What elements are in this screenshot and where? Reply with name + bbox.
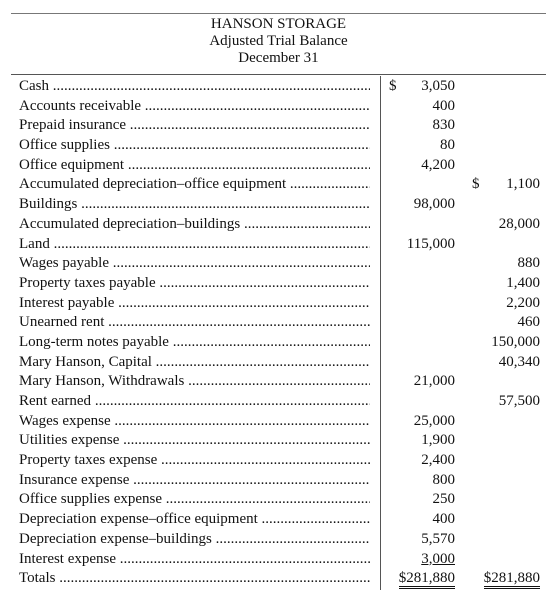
debit-amount: 5,570 xyxy=(421,530,455,547)
header-rule xyxy=(11,74,546,75)
table-row xyxy=(19,510,546,530)
column-divider xyxy=(380,194,381,216)
column-divider xyxy=(380,411,381,433)
account-name: Land ..... xyxy=(19,235,370,255)
table-row xyxy=(19,550,546,570)
table-row xyxy=(19,254,546,274)
account-name: Accumulated depreciation–buildings ..... xyxy=(19,215,370,235)
column-divider xyxy=(380,489,381,511)
account-name: Interest expense ..... xyxy=(19,550,370,570)
column-divider xyxy=(380,115,381,137)
table-row xyxy=(19,490,546,510)
credit-amount: 1,400 xyxy=(506,274,540,291)
debit-amount: 400 xyxy=(432,97,455,114)
column-divider xyxy=(380,293,381,315)
account-name: Office equipment ..... xyxy=(19,156,370,176)
column-divider xyxy=(380,253,381,275)
column-divider xyxy=(380,155,381,177)
debit-amount: 2,400 xyxy=(421,452,455,469)
debit-amount: 3,000 xyxy=(421,550,455,567)
debit-amount: 400 xyxy=(432,511,455,528)
column-divider xyxy=(380,509,381,531)
column-divider xyxy=(380,96,381,118)
account-name: Unearned rent ..... xyxy=(19,313,370,333)
column-divider xyxy=(380,568,381,590)
table-row xyxy=(19,372,546,392)
account-name: Interest payable ..... xyxy=(19,294,370,314)
debit-amount: 3,050 xyxy=(421,78,455,94)
credit-amount: 28,000 xyxy=(498,215,540,232)
account-name: Office supplies expense ..... xyxy=(19,490,370,510)
table-row xyxy=(19,471,546,491)
trial-balance-table xyxy=(19,77,546,589)
column-divider xyxy=(380,214,381,236)
table-row xyxy=(19,353,546,373)
column-divider xyxy=(380,234,381,256)
column-divider xyxy=(380,450,381,472)
totals-label: Totals ..... xyxy=(19,569,370,589)
account-name: Prepaid insurance ..... xyxy=(19,116,370,136)
statement-header xyxy=(11,16,546,67)
table-row xyxy=(19,431,546,451)
currency-symbol: $ xyxy=(472,176,480,193)
column-divider xyxy=(380,371,381,393)
credit-amount: 1,100 xyxy=(506,176,540,193)
credit-amount: 460 xyxy=(517,314,540,331)
column-divider xyxy=(380,470,381,492)
account-name: Property taxes expense ..... xyxy=(19,451,370,471)
account-name: Accumulated depreciation–office equipment ..... xyxy=(19,175,370,195)
column-divider xyxy=(380,312,381,334)
column-divider xyxy=(380,352,381,374)
credit-amount: 2,200 xyxy=(506,294,540,311)
column-divider xyxy=(380,174,381,196)
account-name: Insurance expense ..... xyxy=(19,471,370,491)
table-row xyxy=(19,97,546,117)
account-name: Long-term notes payable ..... xyxy=(19,333,370,353)
table-row xyxy=(19,412,546,432)
account-name: Rent earned ..... xyxy=(19,392,370,412)
account-name: Depreciation expense–office equipment ..... xyxy=(19,510,370,530)
table-row xyxy=(19,156,546,176)
table-row xyxy=(19,215,546,235)
account-name: Buildings ..... xyxy=(19,195,370,215)
column-divider xyxy=(380,76,381,98)
currency-symbol: $ xyxy=(389,78,397,94)
column-divider xyxy=(380,391,381,413)
account-name: Cash ..... xyxy=(19,77,370,97)
table-row xyxy=(19,175,546,195)
table-row xyxy=(19,116,546,136)
totals-credit xyxy=(461,569,540,589)
credit-amount: 150,000 xyxy=(491,333,540,350)
table-row xyxy=(19,136,546,156)
credit-amount: 40,340 xyxy=(498,353,540,370)
debit-amount: 25,000 xyxy=(413,412,455,429)
column-divider xyxy=(380,332,381,354)
table-row xyxy=(19,195,546,215)
column-divider xyxy=(380,273,381,295)
debit-amount: 250 xyxy=(432,491,455,508)
table-row xyxy=(19,235,546,255)
totals-debit xyxy=(383,569,455,589)
column-divider xyxy=(380,529,381,551)
table-row xyxy=(19,313,546,333)
account-name: Depreciation expense–buildings ..... xyxy=(19,530,370,550)
table-row xyxy=(19,530,546,550)
account-name: Property taxes payable ..... xyxy=(19,274,370,294)
table-row xyxy=(19,77,546,97)
debit-amount: 115,000 xyxy=(406,235,455,252)
credit-amount: 57,500 xyxy=(498,393,540,409)
account-name: Wages payable ..... xyxy=(19,254,370,274)
account-name: Utilities expense ..... xyxy=(19,431,370,451)
table-row xyxy=(19,333,546,353)
account-name: Wages expense ..... xyxy=(19,412,370,432)
double-underline: $281,880 xyxy=(399,570,455,589)
debit-amount: 830 xyxy=(432,117,455,134)
table-row xyxy=(19,392,546,412)
account-name: Accounts receivable ..... xyxy=(19,97,370,117)
debit-amount: 800 xyxy=(432,471,455,488)
account-name: Office supplies ..... xyxy=(19,136,370,156)
account-name: Mary Hanson, Withdrawals ..... xyxy=(19,372,370,392)
totals-row xyxy=(19,569,546,589)
company-name: HANSON STORAGE xyxy=(210,16,347,32)
debit-amount: 4,200 xyxy=(421,156,455,173)
statement-title: Adjusted Trial Balance xyxy=(209,33,348,49)
statement-date: December 31 xyxy=(238,50,319,66)
debit-amount: 1,900 xyxy=(421,432,455,449)
debit-amount: 80 xyxy=(440,137,455,154)
debit-amount: 98,000 xyxy=(413,196,455,213)
debit-amount: 21,000 xyxy=(413,373,455,390)
column-divider xyxy=(380,135,381,157)
table-row xyxy=(19,294,546,314)
credit-amount: 880 xyxy=(517,255,540,272)
column-divider xyxy=(380,549,381,571)
double-underline: $281,880 xyxy=(484,570,540,589)
column-divider xyxy=(380,430,381,452)
table-row xyxy=(19,451,546,471)
table-row xyxy=(19,274,546,294)
top-rule xyxy=(11,13,546,14)
account-name: Mary Hanson, Capital ..... xyxy=(19,353,370,373)
